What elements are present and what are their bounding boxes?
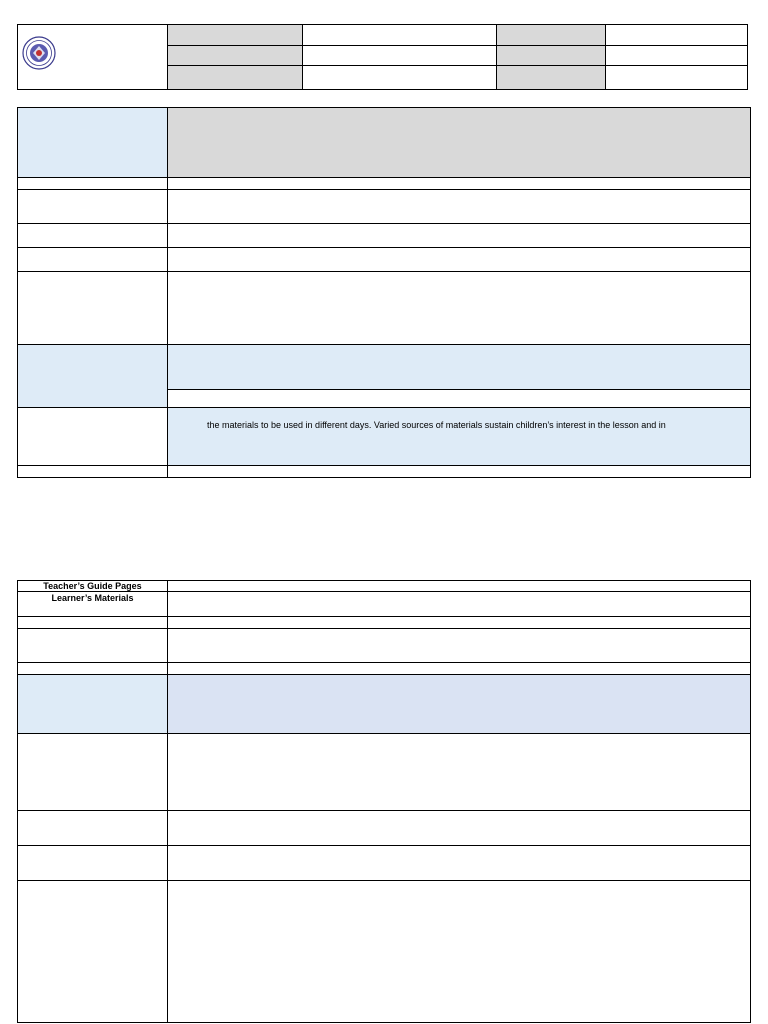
header-cell-label-5 [497,46,605,65]
header-cell-label-6 [497,66,605,89]
deped-seal-icon [22,36,56,70]
procedure-content-cell [168,675,750,733]
header-cell-label-2 [168,46,302,65]
teachers-guide-label: Teacher’s Guide Pages [43,581,142,591]
header-cell-label-3 [168,66,302,89]
resources-table [17,580,751,1023]
materials-content-cell [168,345,750,389]
objectives-content-cell [168,108,750,177]
header-table [17,24,748,90]
header-cell-label-1 [168,25,302,45]
learners-materials-label: Learner’s Materials [51,593,134,603]
procedure-label-cell [18,675,167,733]
header-cell-label-4 [497,25,605,45]
materials-note-cell [168,408,750,465]
materials-note-text: the materials to be used in different days. Varied sources of materials sustain children’s interest in the lesson and in [207,420,666,430]
objectives-label-cell [18,108,167,177]
materials-label-cell [18,345,167,407]
